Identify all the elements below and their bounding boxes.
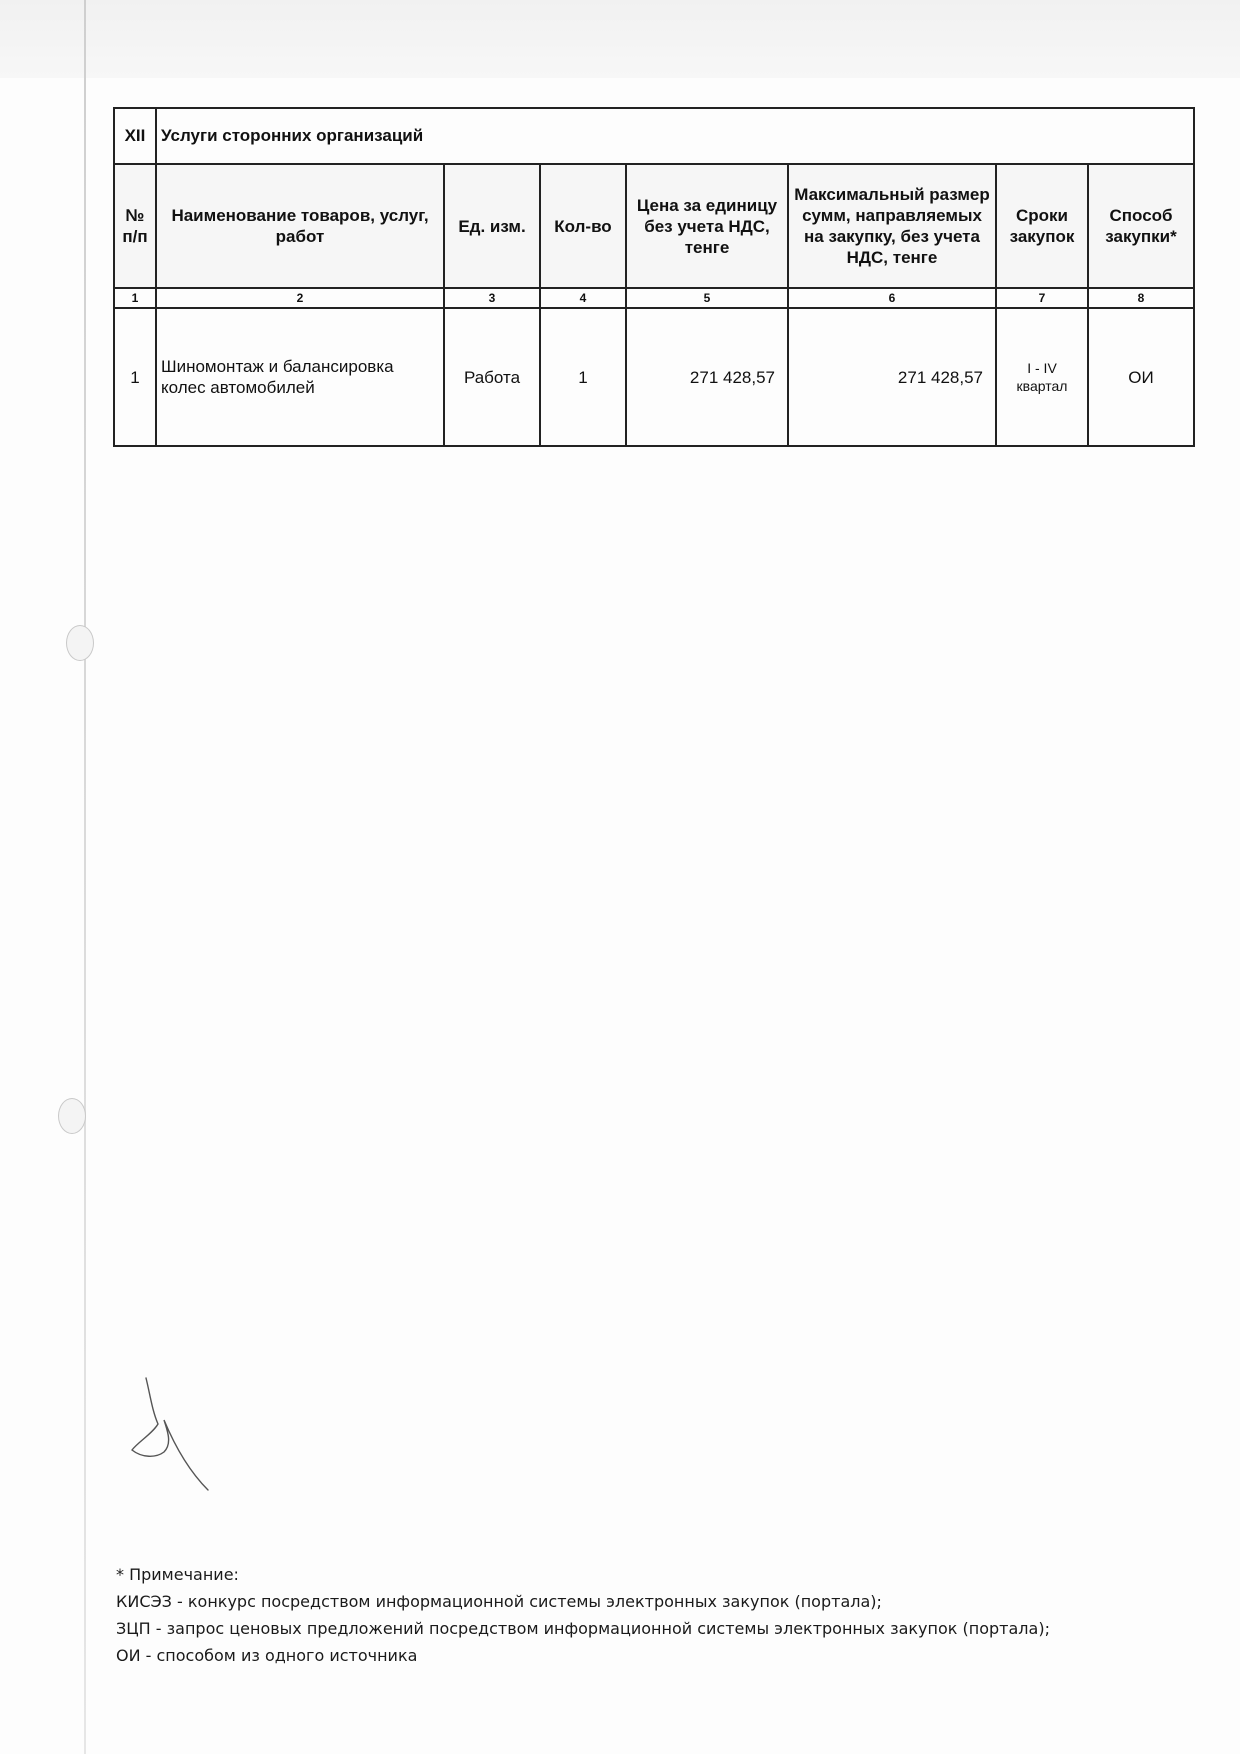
footnote-line: ОИ - способом из одного источника (116, 1646, 418, 1665)
header-cell: № п/п (114, 164, 156, 288)
footnote-block (116, 1561, 1050, 1669)
column-number: 3 (444, 288, 540, 308)
procurement-table (113, 107, 1195, 447)
footnote-title: * Примечание: (116, 1565, 239, 1584)
header-cell: Сроки закупок (996, 164, 1088, 288)
punch-hole (58, 1098, 86, 1134)
header-cell: Наименование товаров, услуг, работ (156, 164, 444, 288)
column-number: 4 (540, 288, 626, 308)
header-cell: Цена за единицу без учета НДС, тенге (626, 164, 788, 288)
column-number: 2 (156, 288, 444, 308)
row-number: 1 (114, 308, 156, 446)
procurement-method: ОИ (1088, 308, 1194, 446)
footnote-line: ЗЦП - запрос ценовых предложений посредством информационной системы электронных закупок (портала); (116, 1619, 1050, 1638)
section-number: XII (114, 108, 156, 164)
column-number: 6 (788, 288, 996, 308)
procurement-period: I - IV квартал (996, 308, 1088, 446)
unit-price: 271 428,57 (626, 308, 788, 446)
column-number: 7 (996, 288, 1088, 308)
column-number: 1 (114, 288, 156, 308)
unit-of-measure: Работа (444, 308, 540, 446)
header-cell: Кол-во (540, 164, 626, 288)
header-cell: Максимальный размер сумм, направляемых на закупку, без учета НДС, тенге (788, 164, 996, 288)
scan-top-band (0, 0, 1240, 78)
quantity: 1 (540, 308, 626, 446)
section-row (114, 108, 1194, 164)
max-amount: 271 428,57 (788, 308, 996, 446)
punch-hole (66, 625, 94, 661)
scan-binding-edge (84, 0, 86, 1754)
section-title: Услуги сторонних организаций (156, 108, 1194, 164)
header-cell: Ед. изм. (444, 164, 540, 288)
handwritten-signature (128, 1372, 228, 1492)
header-cell: Способ закупки* (1088, 164, 1194, 288)
header-row (114, 164, 1194, 288)
column-number-row (114, 288, 1194, 308)
table-row (114, 308, 1194, 446)
footnote-line: КИСЭЗ - конкурс посредством информационной системы электронных закупок (портала); (116, 1592, 882, 1611)
column-number: 5 (626, 288, 788, 308)
item-name: Шиномонтаж и балансировка колес автомобилей (156, 308, 444, 446)
column-number: 8 (1088, 288, 1194, 308)
